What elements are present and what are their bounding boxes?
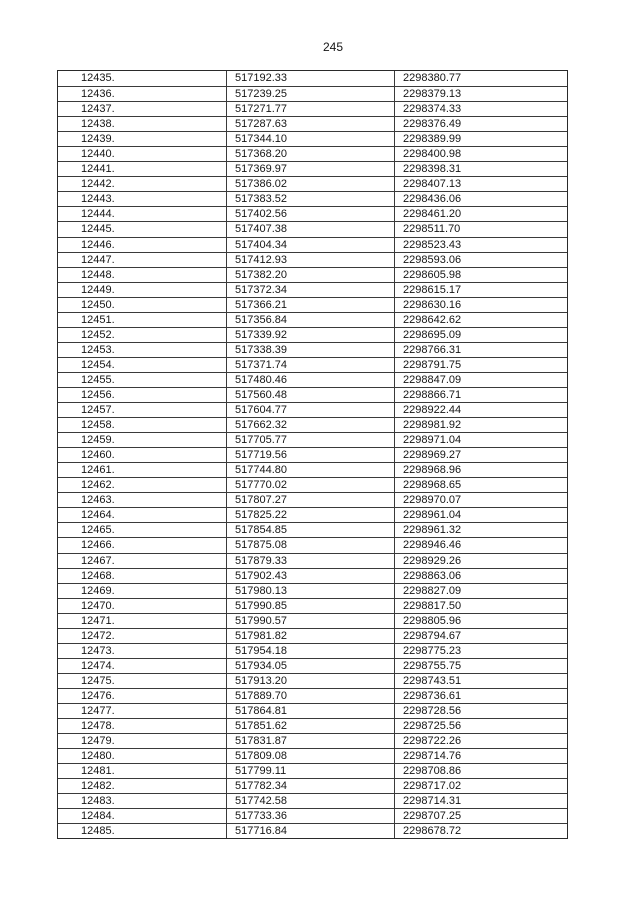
x-coordinate-cell: 517386.02 (226, 177, 394, 191)
x-coordinate-cell: 517902.43 (226, 569, 394, 583)
x-coordinate-cell: 517934.05 (226, 659, 394, 673)
table-row (58, 417, 567, 432)
y-coordinate-cell: 2298630.16 (394, 298, 567, 312)
x-coordinate-cell: 517799.11 (226, 764, 394, 778)
point-number-cell: 12437. (81, 103, 115, 116)
point-number-cell: 12443. (81, 193, 115, 206)
y-coordinate-cell: 2298968.65 (394, 478, 567, 492)
x-coordinate-cell: 517412.93 (226, 253, 394, 267)
point-number-cell: 12449. (81, 283, 115, 296)
table-row (58, 673, 567, 688)
y-coordinate-cell: 2298775.23 (394, 644, 567, 658)
table-row (58, 86, 567, 101)
x-coordinate-cell: 517338.39 (226, 343, 394, 357)
x-coordinate-cell: 517733.36 (226, 809, 394, 823)
point-number-cell: 12464. (81, 509, 115, 522)
y-coordinate-cell: 2298728.56 (394, 704, 567, 718)
y-coordinate-cell: 2298436.06 (394, 192, 567, 206)
table-row (58, 658, 567, 673)
table-row (58, 327, 567, 342)
y-coordinate-cell: 2298379.13 (394, 87, 567, 101)
y-coordinate-cell: 2298695.09 (394, 328, 567, 342)
y-coordinate-cell: 2298407.13 (394, 177, 567, 191)
point-number-cell: 12471. (81, 614, 115, 627)
point-number-cell: 12479. (81, 735, 115, 748)
x-coordinate-cell: 517382.20 (226, 268, 394, 282)
table-row (58, 793, 567, 808)
y-coordinate-cell: 2298805.96 (394, 614, 567, 628)
y-coordinate-cell: 2298615.17 (394, 283, 567, 297)
table-row (58, 71, 567, 86)
point-number-cell: 12473. (81, 644, 115, 657)
y-coordinate-cell: 2298970.07 (394, 493, 567, 507)
x-coordinate-cell: 517831.87 (226, 734, 394, 748)
point-number-cell: 12451. (81, 313, 115, 326)
point-number-cell: 12439. (81, 133, 115, 146)
y-coordinate-cell: 2298511.70 (394, 222, 567, 236)
y-coordinate-cell: 2298817.50 (394, 599, 567, 613)
point-number-cell: 12447. (81, 253, 115, 266)
table-row (58, 583, 567, 598)
x-coordinate-cell: 517402.56 (226, 207, 394, 221)
x-coordinate-cell: 517809.08 (226, 749, 394, 763)
table-row (58, 297, 567, 312)
x-coordinate-cell: 517879.33 (226, 554, 394, 568)
point-number-cell: 12468. (81, 569, 115, 582)
point-number-cell: 12466. (81, 539, 115, 552)
x-coordinate-cell: 517851.62 (226, 719, 394, 733)
point-number-cell: 12453. (81, 343, 115, 356)
y-coordinate-cell: 2298717.02 (394, 779, 567, 793)
point-number-cell: 12482. (81, 780, 115, 793)
table-row (58, 748, 567, 763)
table-row (58, 507, 567, 522)
x-coordinate-cell: 517371.74 (226, 358, 394, 372)
y-coordinate-cell: 2298714.31 (394, 794, 567, 808)
x-coordinate-cell: 517287.63 (226, 117, 394, 131)
x-coordinate-cell: 517356.84 (226, 313, 394, 327)
point-number-cell: 12465. (81, 524, 115, 537)
page-number: 245 (322, 40, 344, 54)
table-row (58, 432, 567, 447)
x-coordinate-cell: 517782.34 (226, 779, 394, 793)
y-coordinate-cell: 2298847.09 (394, 373, 567, 387)
y-coordinate-cell: 2298642.62 (394, 313, 567, 327)
point-number-cell: 12483. (81, 795, 115, 808)
point-number-cell: 12457. (81, 404, 115, 417)
point-number-cell: 12484. (81, 810, 115, 823)
x-coordinate-cell: 517339.92 (226, 328, 394, 342)
point-number-cell: 12440. (81, 148, 115, 161)
point-number-cell: 12467. (81, 554, 115, 567)
x-coordinate-cell: 517875.08 (226, 538, 394, 552)
x-coordinate-cell: 517742.58 (226, 794, 394, 808)
table-row (58, 206, 567, 221)
table-row (58, 267, 567, 282)
point-number-cell: 12445. (81, 223, 115, 236)
point-number-cell: 12452. (81, 328, 115, 341)
point-number-cell: 12475. (81, 674, 115, 687)
point-number-cell: 12474. (81, 659, 115, 672)
table-row (58, 116, 567, 131)
y-coordinate-cell: 2298593.06 (394, 253, 567, 267)
point-number-cell: 12444. (81, 208, 115, 221)
table-row (58, 613, 567, 628)
table-row (58, 823, 567, 838)
table-row (58, 221, 567, 236)
y-coordinate-cell: 2298743.51 (394, 674, 567, 688)
x-coordinate-cell: 517662.32 (226, 418, 394, 432)
table-row (58, 568, 567, 583)
x-coordinate-cell: 517990.57 (226, 614, 394, 628)
point-number-cell: 12461. (81, 464, 115, 477)
point-number-cell: 12480. (81, 750, 115, 763)
y-coordinate-cell: 2298376.49 (394, 117, 567, 131)
table-row (58, 733, 567, 748)
x-coordinate-cell: 517807.27 (226, 493, 394, 507)
point-number-cell: 12477. (81, 704, 115, 717)
table-row (58, 492, 567, 507)
coordinate-table (57, 70, 568, 839)
y-coordinate-cell: 2298398.31 (394, 162, 567, 176)
x-coordinate-cell: 517990.85 (226, 599, 394, 613)
point-number-cell: 12441. (81, 163, 115, 176)
y-coordinate-cell: 2298708.86 (394, 764, 567, 778)
x-coordinate-cell: 517372.34 (226, 283, 394, 297)
table-row (58, 372, 567, 387)
point-number-cell: 12448. (81, 268, 115, 281)
table-row (58, 146, 567, 161)
point-number-cell: 12435. (81, 72, 115, 84)
table-row (58, 477, 567, 492)
point-number-cell: 12469. (81, 584, 115, 597)
x-coordinate-cell: 517716.84 (226, 824, 394, 838)
y-coordinate-cell: 2298968.96 (394, 463, 567, 477)
y-coordinate-cell: 2298766.31 (394, 343, 567, 357)
table-row (58, 357, 567, 372)
point-number-cell: 12450. (81, 298, 115, 311)
x-coordinate-cell: 517770.02 (226, 478, 394, 492)
table-row (58, 688, 567, 703)
x-coordinate-cell: 517368.20 (226, 147, 394, 161)
y-coordinate-cell: 2298946.46 (394, 538, 567, 552)
y-coordinate-cell: 2298389.99 (394, 132, 567, 146)
x-coordinate-cell: 517407.38 (226, 222, 394, 236)
x-coordinate-cell: 517239.25 (226, 87, 394, 101)
x-coordinate-cell: 517719.56 (226, 448, 394, 462)
table-row (58, 387, 567, 402)
y-coordinate-cell: 2298961.32 (394, 523, 567, 537)
table-row (58, 703, 567, 718)
table-row (58, 342, 567, 357)
table-row (58, 598, 567, 613)
point-number-cell: 12478. (81, 720, 115, 733)
y-coordinate-cell: 2298981.92 (394, 418, 567, 432)
y-coordinate-cell: 2298794.67 (394, 629, 567, 643)
y-coordinate-cell: 2298961.04 (394, 508, 567, 522)
point-number-cell: 12472. (81, 629, 115, 642)
point-number-cell: 12459. (81, 434, 115, 447)
y-coordinate-cell: 2298714.76 (394, 749, 567, 763)
table-row (58, 522, 567, 537)
y-coordinate-cell: 2298461.20 (394, 207, 567, 221)
y-coordinate-cell: 2298866.71 (394, 388, 567, 402)
table-row (58, 718, 567, 733)
y-coordinate-cell: 2298678.72 (394, 824, 567, 838)
x-coordinate-cell: 517369.97 (226, 162, 394, 176)
x-coordinate-cell: 517825.22 (226, 508, 394, 522)
point-number-cell: 12436. (81, 88, 115, 101)
y-coordinate-cell: 2298922.44 (394, 403, 567, 417)
x-coordinate-cell: 517404.34 (226, 238, 394, 252)
table-row (58, 537, 567, 552)
table-row (58, 402, 567, 417)
y-coordinate-cell: 2298400.98 (394, 147, 567, 161)
point-number-cell: 12446. (81, 238, 115, 251)
table-row (58, 778, 567, 793)
y-coordinate-cell: 2298722.26 (394, 734, 567, 748)
table-row (58, 643, 567, 658)
table-row (58, 131, 567, 146)
table-row (58, 191, 567, 206)
y-coordinate-cell: 2298863.06 (394, 569, 567, 583)
x-coordinate-cell: 517744.80 (226, 463, 394, 477)
x-coordinate-cell: 517480.46 (226, 373, 394, 387)
point-number-cell: 12462. (81, 479, 115, 492)
table-row (58, 101, 567, 116)
x-coordinate-cell: 517954.18 (226, 644, 394, 658)
y-coordinate-cell: 2298827.09 (394, 584, 567, 598)
x-coordinate-cell: 517560.48 (226, 388, 394, 402)
table-row (58, 447, 567, 462)
point-number-cell: 12454. (81, 358, 115, 371)
table-row (58, 252, 567, 267)
table-row (58, 161, 567, 176)
point-number-cell: 12456. (81, 388, 115, 401)
y-coordinate-cell: 2298380.77 (394, 71, 567, 86)
point-number-cell: 12442. (81, 178, 115, 191)
table-row (58, 282, 567, 297)
point-number-cell: 12476. (81, 689, 115, 702)
table-row (58, 312, 567, 327)
table-row (58, 553, 567, 568)
point-number-cell: 12481. (81, 765, 115, 778)
y-coordinate-cell: 2298969.27 (394, 448, 567, 462)
y-coordinate-cell: 2298929.26 (394, 554, 567, 568)
x-coordinate-cell: 517705.77 (226, 433, 394, 447)
point-number-cell: 12485. (81, 825, 115, 838)
x-coordinate-cell: 517271.77 (226, 102, 394, 116)
x-coordinate-cell: 517981.82 (226, 629, 394, 643)
x-coordinate-cell: 517344.10 (226, 132, 394, 146)
point-number-cell: 12460. (81, 449, 115, 462)
y-coordinate-cell: 2298707.25 (394, 809, 567, 823)
x-coordinate-cell: 517383.52 (226, 192, 394, 206)
table-row (58, 808, 567, 823)
point-number-cell: 12438. (81, 118, 115, 131)
x-coordinate-cell: 517864.81 (226, 704, 394, 718)
table-row (58, 763, 567, 778)
x-coordinate-cell: 517913.20 (226, 674, 394, 688)
y-coordinate-cell: 2298374.33 (394, 102, 567, 116)
point-number-cell: 12458. (81, 419, 115, 432)
point-number-cell: 12470. (81, 599, 115, 612)
table-row (58, 462, 567, 477)
table-row (58, 628, 567, 643)
point-number-cell: 12463. (81, 494, 115, 507)
y-coordinate-cell: 2298755.75 (394, 659, 567, 673)
y-coordinate-cell: 2298971.04 (394, 433, 567, 447)
y-coordinate-cell: 2298523.43 (394, 238, 567, 252)
x-coordinate-cell: 517889.70 (226, 689, 394, 703)
point-number-cell: 12455. (81, 373, 115, 386)
table-row (58, 176, 567, 191)
x-coordinate-cell: 517604.77 (226, 403, 394, 417)
y-coordinate-cell: 2298736.61 (394, 689, 567, 703)
y-coordinate-cell: 2298725.56 (394, 719, 567, 733)
x-coordinate-cell: 517980.13 (226, 584, 394, 598)
x-coordinate-cell: 517854.85 (226, 523, 394, 537)
y-coordinate-cell: 2298605.98 (394, 268, 567, 282)
table-row (58, 237, 567, 252)
x-coordinate-cell: 517366.21 (226, 298, 394, 312)
y-coordinate-cell: 2298791.75 (394, 358, 567, 372)
x-coordinate-cell: 517192.33 (226, 71, 394, 86)
